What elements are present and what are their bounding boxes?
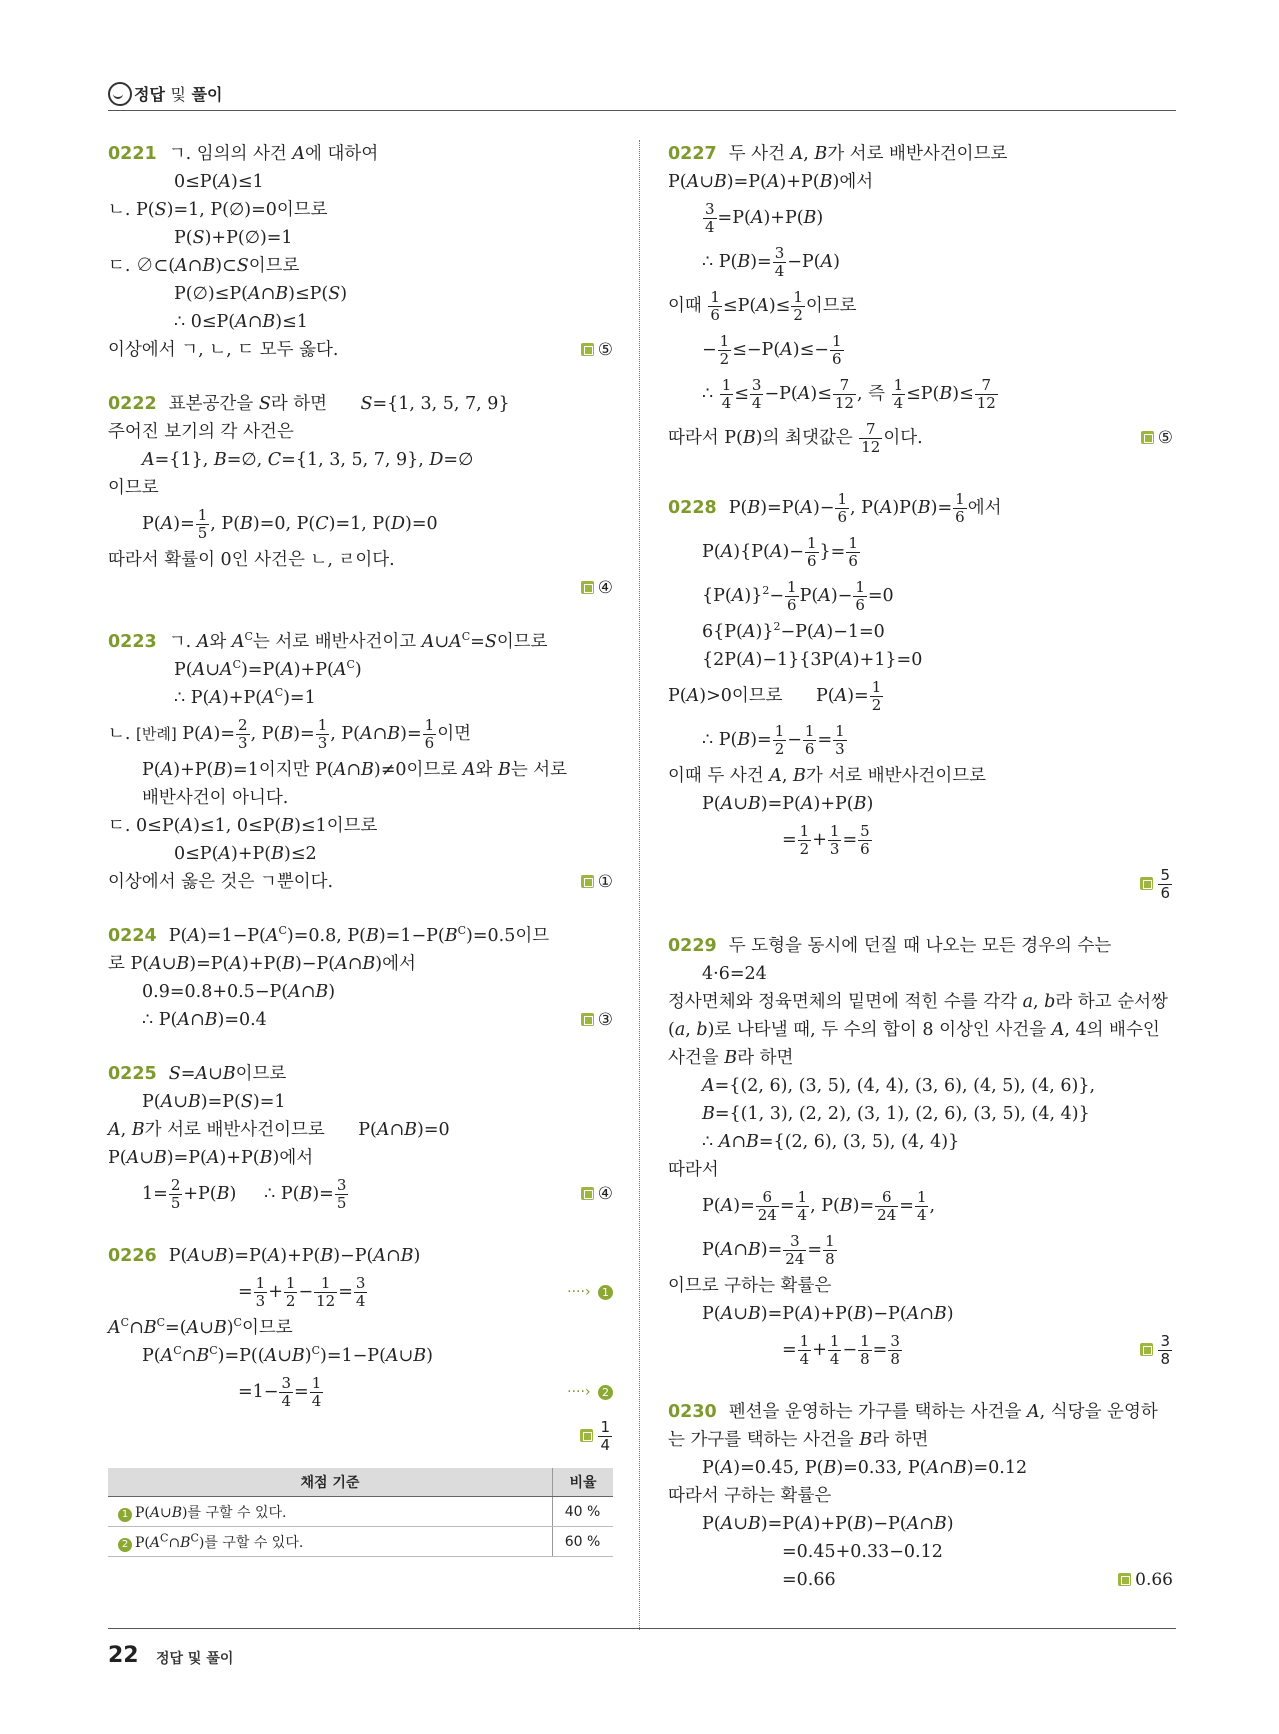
answer-tag-icon bbox=[1141, 431, 1154, 444]
left-column bbox=[108, 140, 613, 1557]
problem-0227: 0227 두 사건 A, B가 서로 배반사건이므로 P(A∪B)=P(A)+P(B)에서 $\frac{3}{4}$ =P(A)+P(B) ∴ P(B)= $\frac{3}{4}$ −P(A) 이때 $\frac{1}{6}$ ≤P(A)≤ $\frac{1}{2}$ 이므로 − $\frac{1}{2}$ ≤−P(A)≤− $\frac{1}{6}$ ∴ $\frac{1}{4}$ ≤ $\frac{3}{4}$ −P(A)≤ $\frac{7}{12}$ , 즉 $\frac{1}{4}$ ≤P(B)≤ $\frac{7}{12}$ 따라서 P(B)의 최댓값은 $\frac{7}{12}$ 이다. ⑤ bbox=[668, 140, 1173, 460]
problem-0222: 0222 표본공간을 S라 하면 S={1, 3, 5, 7, 9} 주어진 보기의 각 사건은 A={1}, B=∅, C={1, 3, 5, 7, 9}, D=∅ 이므로 P(A)= $\frac{1}{5}$ , P(B)=0, P(C)=1, P(D)=0 따라서 확률이 0인 사건은 ㄴ, ㄹ이다. ④ bbox=[108, 390, 613, 602]
answer-tag-icon bbox=[581, 1013, 594, 1026]
answer-badge: $\frac{5}{6}$ bbox=[1140, 862, 1173, 906]
page-footer bbox=[108, 1628, 1176, 1668]
answer-badge: ④ bbox=[581, 1172, 613, 1216]
header-title: 정답 및 풀이 bbox=[134, 85, 223, 104]
problem-0229: 0229 두 도형을 동시에 던질 때 나오는 모든 경우의 수는 4·6=24 정사면체와 정육면체의 밑면에 적힌 수를 각각 a, b라 하고 순서쌍 (a, b)로 나타낼 때, 두 수의 합이 8 이상인 사건을 A, 4의 배수인 사건을 B라 하면 A={(2, 6), (3, 5), (4, 4), (3, 6), (4, 5), (4, 6)}, B={(1, 3), (2, 2), (3, 1), (2, 6), (3, 5), (4, 4)} ∴ A∩B={(2, 6), (3, 5), (4, 4)} 따라서 P(A)= $\frac{6}{24}$ = $\frac{1}{4}$ , P(B)= $\frac{6}{24}$ = $\frac{1}{4}$ , P(A∩B)= $\frac{3}{24}$ = $\frac{1}{8}$ 이므로 구하는 확률은 P(A∪B)=P(A)+P(B)−P(A∩B) = $\frac{1}{4}$ + $\frac{1}{4}$ − $\frac{1}{8}$ = $\frac{3}{8}$ $\frac{3}{8}$ bbox=[668, 932, 1173, 1372]
answer-badge: $\frac{3}{8}$ bbox=[1140, 1328, 1173, 1372]
answer-tag-icon bbox=[1140, 1343, 1153, 1356]
problem-number: 0230 bbox=[668, 1402, 717, 1422]
problem-0223: 0223 ㄱ. A와 $A^C$는 서로 배반사건이고 $A\cup A^C=S$이므로 $P(A\cup A^C)=P(A)+P(A^C)$ ∴ $P(A)+P(A^C)=1$ ㄴ. [반례] P(A)= $\frac{2}{3}$ , P(B)= $\frac{1}{3}$ , P(A∩B)= $\frac{1}{6}$ 이면 P(A)+P(B)=1이지만 P(A∩B)≠0이므로 A와 B는 서로 배반사건이 아니다. ㄷ. 0≤P(A)≤1, 0≤P(B)≤1이므로 0≤P(A)+P(B)≤2 이상에서 옳은 것은 ㄱ뿐이다. ① bbox=[108, 628, 613, 896]
grading-table bbox=[108, 1468, 613, 1557]
footer-title: 정답 및 풀이 bbox=[156, 1651, 234, 1667]
problem-number: 0223 bbox=[108, 632, 157, 652]
problem-number: 0224 bbox=[108, 926, 157, 946]
answer-badge: ⑤ bbox=[581, 336, 613, 364]
answer-tag-icon bbox=[581, 875, 594, 888]
grading-header-criteria: 채점 기준 bbox=[108, 1468, 553, 1497]
right-column bbox=[668, 140, 1173, 1620]
problem-0221: 0221 ㄱ. 임의의 사건 A에 대하여 0≤P(A)≤1 ㄴ. P(S)=1, P(∅)=0이므로 P(S)+P(∅)=1 ㄷ. ∅⊂(A∩B)⊂S이므로 P(∅)≤P(A∩B)≤P(S) ∴ 0≤P(A∩B)≤1 이상에서 ㄱ, ㄴ, ㄷ 모두 옳다. ⑤ bbox=[108, 140, 613, 364]
step-marker: ····› 1 bbox=[567, 1270, 613, 1314]
problem-0228: 0228 P(B)=P(A)− $\frac{1}{6}$ , P(A)P(B)= $\frac{1}{6}$ 에서 P(A){P(A)− $\frac{1}{6}$ }= $\frac{1}{6}$ $\{P(A)\}^2-$ $\frac{1}{6}$ P(A)− $\frac{1}{6}$ =0 $6\{P(A)\}^2-P(A)-1=0$ {2P(A)−1}{3P(A)+1}=0 P(A)>0이므로 P(A)= $\frac{1}{2}$ ∴ P(B)= $\frac{1}{2}$ − $\frac{1}{6}$ = $\frac{1}{3}$ 이때 두 사건 A, B가 서로 배반사건이므로 P(A∪B)=P(A)+P(B) = $\frac{1}{2}$ + $\frac{1}{3}$ = $\frac{5}{6}$ $\frac{5}{6}$ bbox=[668, 486, 1173, 906]
table-row: 1 P(A∪B)를 구할 수 있다. 40 % bbox=[108, 1497, 613, 1527]
problem-number: 0228 bbox=[668, 498, 717, 518]
answer-tag-icon bbox=[581, 581, 594, 594]
answer-tag-icon bbox=[581, 1187, 594, 1200]
answer-tag-icon bbox=[1118, 1573, 1131, 1586]
problem-number: 0225 bbox=[108, 1064, 157, 1084]
answer-tag-icon bbox=[1140, 877, 1153, 890]
step-marker: ····› 2 bbox=[567, 1370, 613, 1414]
answer-tag-icon bbox=[580, 1429, 593, 1442]
problem-0225: 0225 S=A∪B이므로 P(A∪B)=P(S)=1 A, B가 서로 배반사건이므로 P(A∩B)=0 P(A∪B)=P(A)+P(B)에서 1= $\frac{2}{5}$ +P(B) ∴ P(B)= $\frac{3}{5}$ ④ bbox=[108, 1060, 613, 1216]
problem-number: 0221 bbox=[108, 144, 157, 164]
answer-badge: ⑤ bbox=[1141, 416, 1173, 460]
problem-0230: 0230 펜션을 운영하는 가구를 택하는 사건을 A, 식당을 운영하 는 가구를 택하는 사건을 B라 하면 P(A)=0.45, P(B)=0.33, P(A∩B)=0.12 따라서 구하는 확률은 P(A∪B)=P(A)+P(B)−P(A∩B) =0.45+0.33−0.12 =0.66 0.66 bbox=[668, 1398, 1173, 1594]
answer-badge: ③ bbox=[581, 1006, 613, 1034]
smiley-logo-icon bbox=[108, 82, 132, 106]
column-divider bbox=[639, 140, 640, 1630]
answer-badge: $\frac{1}{4}$ bbox=[580, 1414, 613, 1458]
answer-tag-icon bbox=[581, 343, 594, 356]
problem-0224: 0224 $P(A)=1-P(A^C)=0.8$, $P(B)=1-P(B^C)=0.5$이므 로 P(A∪B)=P(A)+P(B)−P(A∩B)에서 0.9=0.8+0.5−P(A∩B) ∴ P(A∩B)=0.4 ③ bbox=[108, 922, 613, 1034]
grading-header-ratio: 비율 bbox=[553, 1468, 614, 1497]
table-row: 2 $P(A^C\cap B^C)$를 구할 수 있다. 60 % bbox=[108, 1527, 613, 1557]
problem-number: 0229 bbox=[668, 936, 717, 956]
answer-badge: ④ bbox=[581, 574, 613, 602]
answer-badge: 0.66 bbox=[1118, 1566, 1173, 1594]
problem-0226: 0226 P(A∪B)=P(A)+P(B)−P(A∩B) = $\frac{1}{3}$ + $\frac{1}{2}$ − $\frac{1}{12}$ = $\frac{3}{4}$ ····› 1 $A^C\cap B^C=(A\cup B)^C$이므로 $P(A^C\cap B^C)=P((A\cup B)^C)=1-P(A\cup B)$ =1− $\frac{3}{4}$ = $\frac{1}{4}$ ····› 2 $\frac{1}{4}$ 채점 기준 비율 1 P(A∪B)를 구할 수 있다. 40 % 2 $P(A^C\cap B^C)$를 구할 수 있다. 60 % bbox=[108, 1242, 613, 1557]
problem-number: 0222 bbox=[108, 394, 157, 414]
problem-number: 0226 bbox=[108, 1246, 157, 1266]
problem-number: 0227 bbox=[668, 144, 717, 164]
page-number: 22 bbox=[108, 1643, 139, 1668]
answer-badge: ① bbox=[581, 868, 613, 896]
page-header bbox=[108, 80, 1176, 111]
